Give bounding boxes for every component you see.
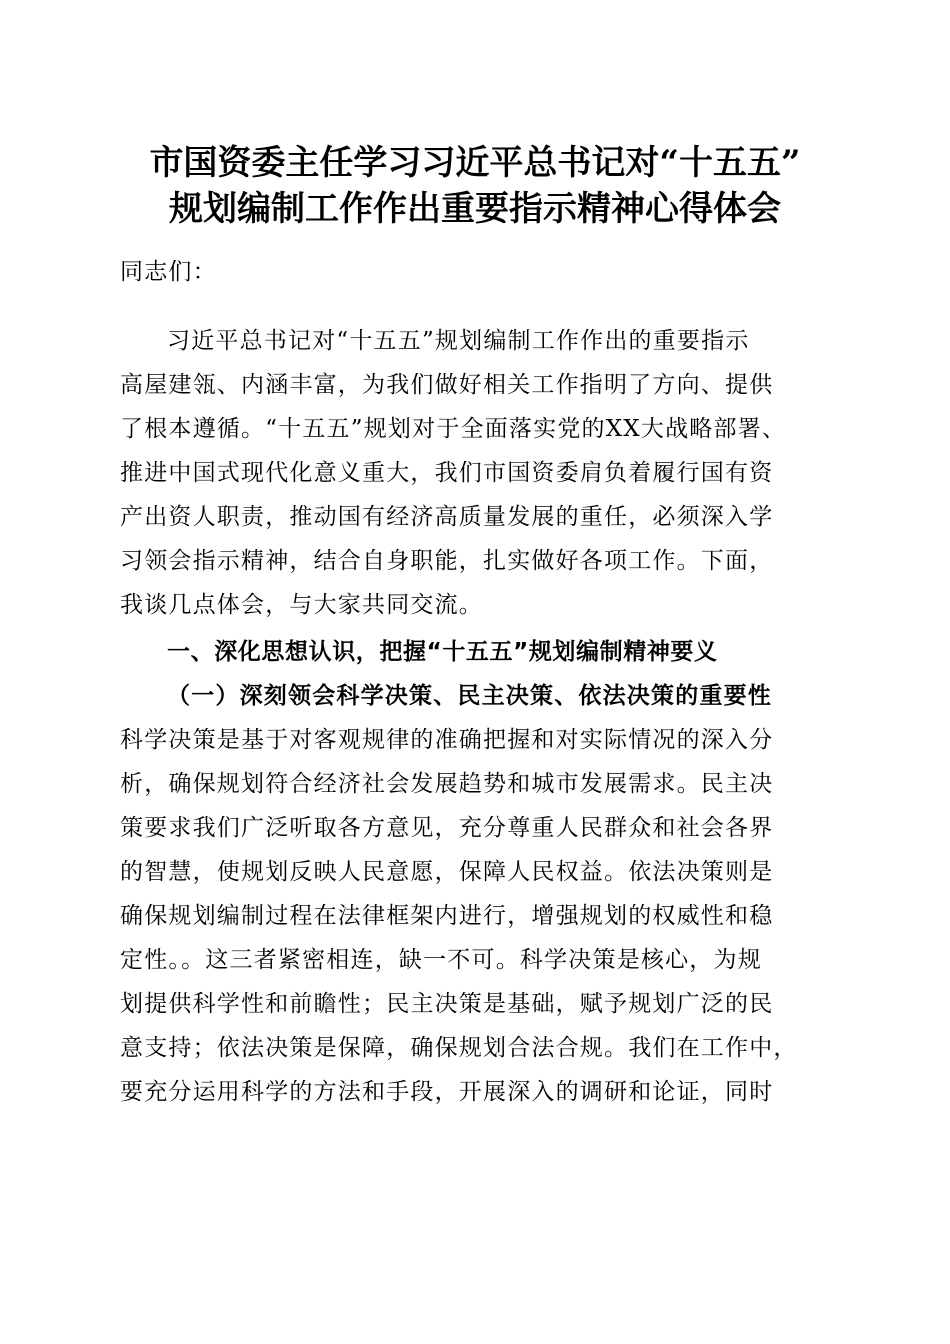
intro-paragraph-line: 了根本遵循。“十五五”规划对于全面落实党的XX大战略部署、	[120, 416, 787, 442]
document-title-line-1: 市国资委主任学习习近平总书记对“十五五”	[149, 143, 801, 183]
salutation: 同志们：	[120, 259, 217, 285]
body-paragraph-line: 划提供科学性和前瞻性；民主决策是基础，赋予规划广泛的民	[120, 991, 774, 1017]
body-paragraph-line: 意支持；依法决策是保障，确保规划合法合规。我们在工作中，	[120, 1035, 798, 1061]
intro-paragraph-line: 习近平总书记对“十五五”规划编制工作作出的重要指示	[167, 328, 750, 354]
body-paragraph-line: 的智慧，使规划反映人民意愿，保障人民权益。依法决策则是	[120, 859, 774, 885]
body-paragraph-line: 要充分运用科学的方法和手段，开展深入的调研和论证，同时	[120, 1079, 774, 1105]
body-paragraph-line: 确保规划编制过程在法律框架内进行，增强规划的权威性和稳	[120, 903, 774, 929]
document-title-line-2: 规划编制工作作出重要指示精神心得体会	[169, 189, 781, 229]
subsection-heading: （一）深刻领会科学决策、民主决策、依法决策的重要性	[167, 682, 772, 709]
body-paragraph-line: 策要求我们广泛听取各方意见，充分尊重人民群众和社会各界	[120, 815, 774, 841]
body-paragraph-line: 定性。。这三者紧密相连，缺一不可。科学决策是核心，为规	[120, 947, 762, 973]
intro-paragraph-line: 高屋建瓴、内涵丰富，为我们做好相关工作指明了方向、提供	[120, 372, 774, 398]
body-paragraph-line: 科学决策是基于对客观规律的准确把握和对实际情况的深入分	[120, 727, 774, 753]
intro-paragraph-line: 推进中国式现代化意义重大，我们市国资委肩负着履行国有资	[120, 460, 774, 486]
intro-paragraph-line: 习领会指示精神，结合自身职能，扎实做好各项工作。下面，	[120, 548, 774, 574]
body-paragraph-line: 析，确保规划符合经济社会发展趋势和城市发展需求。民主决	[120, 771, 774, 797]
section-heading: 一、深化思想认识，把握“十五五”规划编制精神要义	[167, 639, 718, 665]
intro-paragraph-line: 产出资人职责，推动国有经济高质量发展的重任，必须深入学	[120, 504, 774, 530]
intro-paragraph-line: 我谈几点体会，与大家共同交流。	[120, 592, 483, 618]
